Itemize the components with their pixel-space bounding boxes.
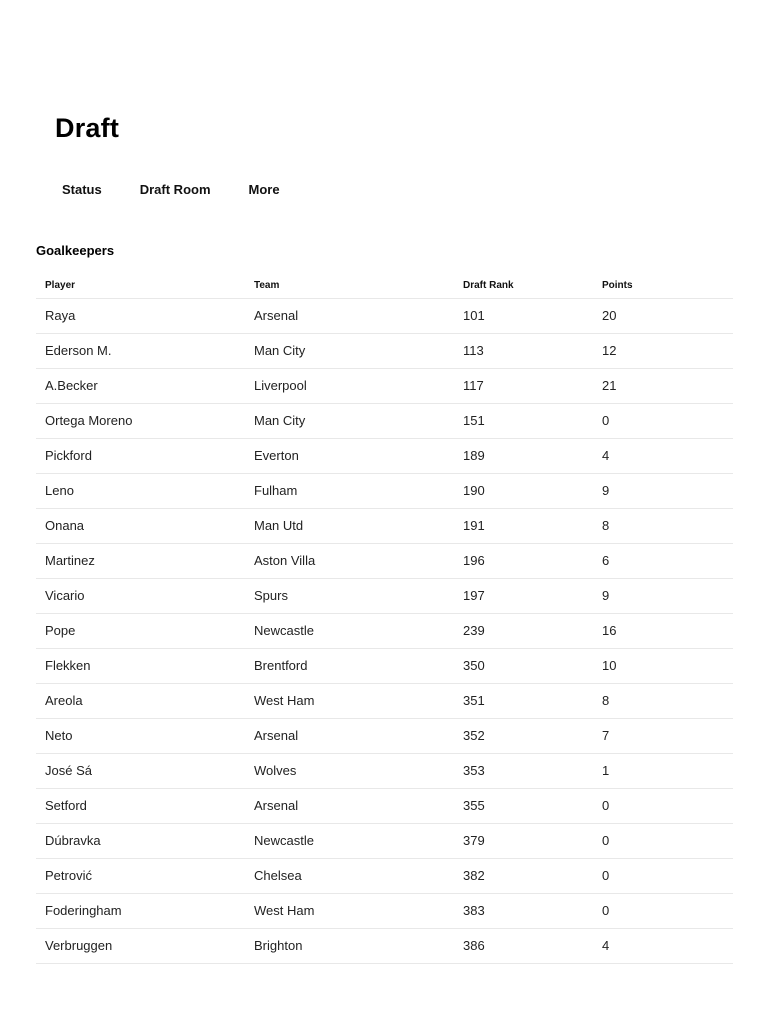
cell-player[interactable]: Pickford	[36, 439, 245, 474]
table-row[interactable]	[36, 859, 733, 894]
cell-player[interactable]: Flekken	[36, 649, 245, 684]
cell-team: Everton	[245, 439, 454, 474]
cell-draft-rank: 353	[454, 754, 593, 789]
cell-draft-rank: 355	[454, 789, 593, 824]
cell-points: 9	[593, 579, 733, 614]
table-row[interactable]	[36, 544, 733, 579]
cell-points: 9	[593, 474, 733, 509]
cell-team: Liverpool	[245, 369, 454, 404]
cell-points: 8	[593, 509, 733, 544]
table-row[interactable]	[36, 789, 733, 824]
cell-team: Brentford	[245, 649, 454, 684]
table-row[interactable]	[36, 474, 733, 509]
cell-team: Man City	[245, 404, 454, 439]
cell-draft-rank: 379	[454, 824, 593, 859]
table-row[interactable]	[36, 684, 733, 719]
cell-team: Man Utd	[245, 509, 454, 544]
column-header-points[interactable]: Points	[593, 274, 733, 299]
cell-player[interactable]: Areola	[36, 684, 245, 719]
cell-points: 0	[593, 859, 733, 894]
cell-player[interactable]: Neto	[36, 719, 245, 754]
cell-draft-rank: 113	[454, 334, 593, 369]
cell-points: 8	[593, 684, 733, 719]
table-header-row	[36, 274, 733, 299]
column-header-draft-rank[interactable]: Draft Rank	[454, 274, 593, 299]
cell-team: Aston Villa	[245, 544, 454, 579]
cell-team: West Ham	[245, 894, 454, 929]
table-row[interactable]	[36, 439, 733, 474]
cell-draft-rank: 189	[454, 439, 593, 474]
table-row[interactable]	[36, 509, 733, 544]
cell-player[interactable]: Foderingham	[36, 894, 245, 929]
tab-bar	[43, 178, 299, 201]
cell-team: Arsenal	[245, 719, 454, 754]
cell-points: 10	[593, 649, 733, 684]
tab-status[interactable]: Status	[62, 182, 102, 197]
cell-player[interactable]: Pope	[36, 614, 245, 649]
cell-points: 16	[593, 614, 733, 649]
cell-points: 0	[593, 824, 733, 859]
cell-draft-rank: 191	[454, 509, 593, 544]
table-row[interactable]	[36, 614, 733, 649]
cell-team: Newcastle	[245, 824, 454, 859]
cell-player[interactable]: Raya	[36, 299, 245, 334]
cell-player[interactable]: Petrović	[36, 859, 245, 894]
column-header-team[interactable]: Team	[245, 274, 454, 299]
cell-team: West Ham	[245, 684, 454, 719]
cell-player[interactable]: Ortega Moreno	[36, 404, 245, 439]
cell-draft-rank: 351	[454, 684, 593, 719]
section-title: Goalkeepers	[36, 243, 115, 258]
table-row[interactable]	[36, 824, 733, 859]
goalkeepers-table	[36, 274, 733, 964]
cell-points: 0	[593, 894, 733, 929]
cell-draft-rank: 386	[454, 929, 593, 964]
cell-team: Wolves	[245, 754, 454, 789]
cell-points: 7	[593, 719, 733, 754]
cell-points: 4	[593, 929, 733, 964]
cell-team: Chelsea	[245, 859, 454, 894]
cell-team: Man City	[245, 334, 454, 369]
cell-player[interactable]: Dúbravka	[36, 824, 245, 859]
cell-player[interactable]: José Sá	[36, 754, 245, 789]
table-row[interactable]	[36, 649, 733, 684]
cell-team: Arsenal	[245, 299, 454, 334]
cell-player[interactable]: Vicario	[36, 579, 245, 614]
cell-draft-rank: 352	[454, 719, 593, 754]
cell-points: 1	[593, 754, 733, 789]
cell-draft-rank: 101	[454, 299, 593, 334]
goalkeepers-section	[36, 242, 733, 964]
cell-draft-rank: 117	[454, 369, 593, 404]
table-row[interactable]	[36, 719, 733, 754]
cell-team: Newcastle	[245, 614, 454, 649]
table-row[interactable]	[36, 404, 733, 439]
table-row[interactable]	[36, 894, 733, 929]
table-row[interactable]	[36, 369, 733, 404]
cell-draft-rank: 197	[454, 579, 593, 614]
table-row[interactable]	[36, 579, 733, 614]
cell-draft-rank: 350	[454, 649, 593, 684]
cell-player[interactable]: Martinez	[36, 544, 245, 579]
cell-points: 12	[593, 334, 733, 369]
cell-team: Fulham	[245, 474, 454, 509]
cell-player[interactable]: Leno	[36, 474, 245, 509]
cell-player[interactable]: Ederson M.	[36, 334, 245, 369]
cell-points: 21	[593, 369, 733, 404]
cell-points: 20	[593, 299, 733, 334]
table-row[interactable]	[36, 299, 733, 334]
cell-team: Spurs	[245, 579, 454, 614]
tab-more[interactable]: More	[248, 182, 280, 197]
cell-player[interactable]: Onana	[36, 509, 245, 544]
goalkeepers-table-body	[36, 299, 733, 964]
cell-points: 6	[593, 544, 733, 579]
table-row[interactable]	[36, 754, 733, 789]
cell-team: Brighton	[245, 929, 454, 964]
cell-draft-rank: 382	[454, 859, 593, 894]
cell-draft-rank: 151	[454, 404, 593, 439]
table-row[interactable]	[36, 929, 733, 964]
page-title: Draft	[55, 113, 120, 143]
column-header-player[interactable]: Player	[36, 274, 245, 299]
cell-draft-rank: 196	[454, 544, 593, 579]
table-row[interactable]	[36, 334, 733, 369]
cell-player[interactable]: A.Becker	[36, 369, 245, 404]
cell-draft-rank: 239	[454, 614, 593, 649]
tab-draft-room[interactable]: Draft Room	[139, 182, 211, 197]
cell-team: Arsenal	[245, 789, 454, 824]
cell-draft-rank: 383	[454, 894, 593, 929]
cell-points: 4	[593, 439, 733, 474]
cell-draft-rank: 190	[454, 474, 593, 509]
cell-points: 0	[593, 789, 733, 824]
cell-points: 0	[593, 404, 733, 439]
cell-player[interactable]: Verbruggen	[36, 929, 245, 964]
cell-player[interactable]: Setford	[36, 789, 245, 824]
